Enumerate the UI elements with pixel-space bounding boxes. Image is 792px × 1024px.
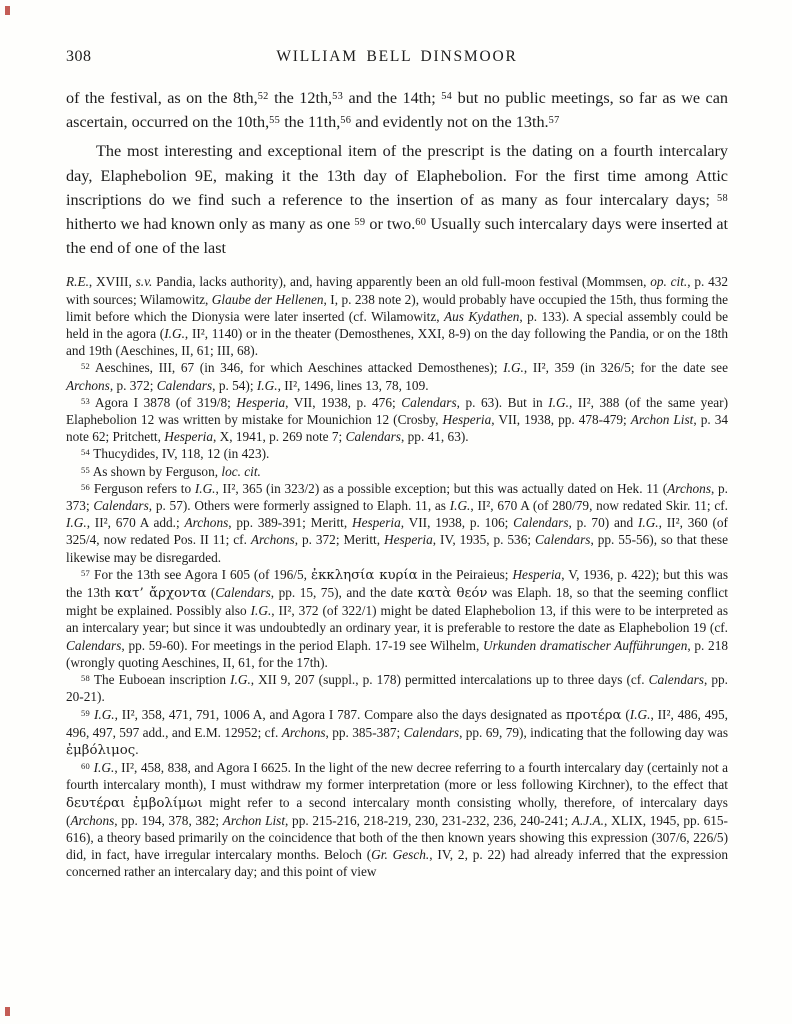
footnote-paragraph	[66, 671, 728, 705]
text-run: , X, 1941, p. 269 note 7;	[212, 429, 346, 445]
text-run: , VII, 1938, p. 476;	[285, 394, 402, 410]
text-run: but no public meetings, so far as we can ascertain, occurred on the 10th,	[66, 89, 728, 132]
text-run: , XII 9, 207 (suppl., p. 178) permitted intercalations up to three days (cf.	[250, 672, 649, 688]
text-run: , XLIX, 1945, pp. 615-616), a theory based primarily on the coincidence that both of the then known years showing this expression (307/6, 226/5) did, in fact, have irregular intercalary months. Beloch (	[66, 812, 728, 863]
italic-citation: I.G.	[629, 706, 651, 722]
italic-citation: I.G.	[256, 377, 278, 393]
italic-citation: Archons	[250, 532, 295, 548]
italic-citation: Hesperia	[236, 394, 286, 410]
italic-citation: Hesperia	[384, 532, 433, 548]
text-run: The Euboean inscription	[90, 672, 231, 688]
italic-citation: I.G.	[93, 706, 115, 722]
footnote-ref: 60	[81, 760, 91, 771]
text-run: .	[135, 741, 139, 757]
footnote-ref: 52	[257, 91, 269, 103]
text-run: , II², 372 (of 322/1) might be dated Elaphebolion 13, if this were to be interpreted as an intercalary year; but since it was undoubtedly an ordinary year, it is preferable to restore the date as Elaphebolion 19 (cf.	[66, 603, 728, 636]
text-run: , pp. 215-216, 218-219, 230, 231-232, 236, 240-241;	[285, 812, 572, 828]
text-run: , p. 54);	[212, 377, 257, 393]
text-run: of the festival, as on the 8th,	[66, 89, 258, 107]
footnote-ref: 60	[415, 217, 427, 229]
text-run: and evidently not on the 13th.	[351, 113, 549, 132]
text-run: Ferguson refers to	[90, 480, 195, 496]
text-run: , p. 63). But in	[456, 394, 549, 410]
italic-citation: Calendars	[648, 672, 704, 688]
text-run: Usually such intercalary days were inserted at the end of one of the last	[66, 215, 728, 258]
text-run: , pp. 194, 378, 382;	[114, 812, 223, 828]
italic-citation: I.G.	[164, 326, 185, 342]
text-run: , pp. 389-391; Meritt,	[228, 515, 352, 531]
text-run: , II², 358, 471, 791, 1006 A, and Agora I 787. Compare also the days designated as	[114, 706, 566, 722]
text-run: , p. 70) and	[568, 515, 638, 531]
footnote-ref: 56	[81, 481, 91, 492]
running-head: WILLIAM BELL DINSMOOR	[276, 48, 518, 65]
footnote-paragraph	[66, 759, 728, 880]
text-run: , p. 218 (wrongly quoting Aeschines, II, 61, for the 17th).	[66, 637, 728, 670]
text-run: hitherto we had known only as many as one	[66, 215, 355, 234]
text-run: , XVIII,	[88, 274, 136, 290]
text-run: Aeschines, III, 67 (in 346, for which Aeschines attacked Demosthenes);	[90, 360, 504, 376]
italic-citation: I.G.	[548, 394, 569, 410]
italic-citation: Calendars	[513, 515, 569, 531]
italic-citation: Calendars	[401, 394, 457, 410]
footnote-ref: 58	[81, 672, 91, 683]
page-header	[66, 48, 728, 68]
italic-citation: op. cit.	[650, 274, 688, 290]
text-run: , II², 1140) or in the theater (Demosthenes, XXI, 8-9) on the day following the Pandia, or on the 18th and 19th (Aeschines, II, 61; III, 68).	[66, 326, 728, 359]
italic-citation: Hesperia	[442, 412, 492, 428]
body-paragraph	[66, 86, 728, 134]
text-run: , VII, 1938, p. 106;	[400, 515, 514, 531]
footnote-paragraph	[66, 394, 728, 446]
italic-citation: I.G.	[93, 760, 115, 776]
text-run: As shown by Ferguson,	[90, 463, 222, 479]
italic-citation: Glaube der Hellenen	[211, 291, 324, 307]
italic-citation: Aus Kydathen	[444, 308, 520, 324]
italic-citation: I.G.	[503, 360, 524, 376]
footnote-ref: 59	[354, 217, 366, 229]
footnote-ref: 58	[717, 192, 728, 204]
footnote-paragraph	[66, 706, 728, 760]
italic-citation: Urkunden dramatischer Aufführungen	[482, 637, 688, 653]
text-run: Thucydides, IV, 118, 12 (in 423).	[90, 446, 270, 462]
text-run: the 12th,	[268, 89, 333, 107]
text-run: , II², 1496, lines 13, 78, 109.	[277, 377, 429, 393]
footnote-ref: 53	[332, 91, 344, 103]
text-run: The most interesting and exceptional item of the prescript is the dating on a fourth intercalary day, Elaphebolion 9E, making it the 13th day of Elaphebolion. For the first time among Attic inscriptions do we find such a reference to the insertion of as many as four intercalary days;	[66, 142, 728, 209]
text-run: , pp. 385-387;	[325, 724, 404, 740]
italic-citation: Archon List	[630, 412, 694, 428]
text-run: , p. 34 note 62; Pritchett,	[66, 412, 729, 445]
footnote-ref: 55	[81, 464, 91, 475]
footnote-ref: 54	[441, 91, 453, 103]
footnote-ref: 57	[548, 115, 560, 127]
body-paragraph	[66, 139, 728, 260]
footnote-paragraph	[66, 480, 728, 566]
text-run: , II², 670 A add.;	[86, 515, 185, 531]
italic-citation: Archons	[281, 724, 326, 740]
text-run: might refer to a second intercalary month consisting wholly, therefore, of intercalary days (	[66, 794, 728, 828]
text-run: in the Peiraieus;	[417, 566, 513, 582]
text-run: , II², 359 (in 326/5; for the date see	[523, 360, 728, 376]
footnote-ref: 54	[81, 447, 91, 458]
greek-text: δευτέραι ἐμβολίμωι	[66, 795, 203, 811]
greek-text: προτέρα	[565, 707, 622, 723]
text-run: , pp. 55-56), so that these likewise may be disregarded.	[66, 532, 728, 565]
text-run: , IV, 2, p. 22) had already inferred that the expression concerned rather an intercalary day; and this point of view	[66, 847, 728, 880]
footnote-paragraph	[66, 359, 728, 393]
italic-citation: Hesperia	[351, 515, 401, 531]
italic-citation: loc. cit.	[221, 463, 261, 479]
italic-citation: Calendars	[345, 429, 401, 445]
text-run: , II², 365 (in 323/2) as a possible exception; but this was actually dated on Hek. 11 (	[215, 480, 668, 496]
italic-citation: Hesperia	[512, 566, 562, 582]
italic-citation: I.G.	[230, 672, 251, 688]
footnote-paragraph	[66, 273, 728, 359]
footnote-paragraph	[66, 566, 728, 671]
scan-mark-bottom-left	[5, 1007, 10, 1016]
text-run: , II², 360 (of 325/4, now redated Pos. II 11; cf.	[66, 515, 728, 548]
text-run: , II², 388 (of the same year) Elaphebolion 12 was written by mistake for Mounichion 12 (Crosby,	[66, 394, 728, 428]
text-run: , p. 133). A special assembly could be held in the agora (	[66, 308, 728, 342]
footnote-ref: 55	[269, 115, 281, 127]
greek-text: κατὰ θεόν	[417, 586, 488, 602]
text-run: , V, 1936, p. 422); but this was the 13th	[66, 566, 728, 601]
text-run: , p. 57). Others were formerly assigned to Elaph. 11, as	[148, 498, 450, 514]
footnote-paragraph	[66, 463, 728, 480]
greek-text: ἐκκλησία κυρία	[310, 567, 418, 583]
text-run: , II², 486, 495, 496, 497, 597 add., and E.M. 12952; cf.	[66, 706, 728, 740]
italic-citation: I.G.	[449, 498, 471, 514]
text-run: the 11th,	[280, 113, 341, 132]
italic-citation: Archons	[667, 480, 711, 496]
text-run: , II², 670 A (of 280/79, now redated Skir. 11; cf.	[470, 498, 728, 514]
italic-citation: Archon List	[222, 812, 286, 828]
text-run: , I, p. 238 note 2), would probably have occupied the 15th, thus forming the limit before which the Dionysia were later inserted (cf. Wilamowitz,	[66, 291, 728, 324]
text-run: , II², 458, 838, and Agora I 6625. In the light of the new decree referring to a fourth intercalary day (certainly not a fourth intercalary month), I must withdraw my former interpretation (more or less following Kirchner), to the effect that	[66, 760, 728, 793]
text-run: Pandia, lacks authority), and, having apparently been an old full-moon festival (Mommsen,	[152, 274, 651, 290]
footnotes	[66, 273, 728, 880]
text-run: or two.	[365, 215, 416, 234]
text-block	[66, 48, 728, 881]
footnote-ref: 53	[81, 395, 91, 406]
italic-citation: I.G.	[66, 515, 87, 531]
italic-citation: I.G.	[250, 603, 272, 619]
italic-citation: Calendars	[66, 637, 122, 653]
italic-citation: Calendars	[403, 724, 460, 740]
text-run: and the 14th;	[343, 89, 442, 107]
italic-citation: Calendars	[156, 377, 213, 393]
italic-citation: R.E.	[66, 274, 89, 290]
text-run: , p. 432 with sources; Wilamowitz,	[66, 274, 729, 307]
text-run: , IV, 1935, p. 536;	[432, 532, 536, 548]
text-run: (	[206, 585, 216, 601]
text-run: , pp. 69, 79), indicating that the following day was	[459, 724, 728, 740]
text-run: , p. 372;	[109, 377, 157, 393]
italic-citation: s.v.	[135, 274, 153, 290]
text-run: For the 13th see Agora I 605 (of 196/5,	[90, 566, 311, 582]
italic-citation: I.G.	[637, 515, 659, 531]
italic-citation: Archons	[66, 377, 110, 393]
scan-mark-top-left	[5, 6, 10, 15]
text-run: , p. 373;	[66, 480, 729, 514]
italic-citation: Calendars	[535, 532, 591, 548]
footnote-ref: 59	[81, 707, 91, 718]
text-run: was Elaph. 18, so that the seeming conflict might be explained. Possibly also	[66, 585, 728, 619]
text-run: , VII, 1938, pp. 478-479;	[491, 412, 631, 428]
italic-citation: A.J.A.	[571, 812, 604, 828]
text-run: , p. 372; Meritt,	[294, 532, 384, 548]
italic-citation: Archons	[184, 515, 229, 531]
greek-text: κατ’ ἄρχοντα	[114, 586, 207, 602]
italic-citation: Archons	[70, 812, 115, 828]
greek-text: ἐμβόλιμος	[66, 742, 136, 758]
text-run: , pp. 20-21).	[66, 672, 728, 705]
page-number: 308	[66, 48, 92, 65]
italic-citation: Calendars	[215, 585, 271, 601]
footnote-ref: 57	[81, 567, 91, 578]
footnote-ref: 56	[340, 115, 352, 127]
body-text	[66, 86, 728, 260]
text-run: , pp. 15, 75), and the date	[270, 585, 418, 601]
italic-citation: Hesperia	[164, 429, 213, 445]
italic-citation: I.G.	[194, 480, 216, 496]
text-run: Agora I 3878 (of 319/8;	[90, 394, 237, 410]
text-run: , pp. 41, 63).	[401, 429, 469, 445]
text-run: , pp. 59-60). For meetings in the period Elaph. 17-19 see Wilhelm,	[121, 637, 483, 653]
text-run: (	[621, 706, 630, 722]
italic-citation: Gr. Gesch.	[371, 847, 430, 863]
footnote-ref: 52	[81, 361, 91, 372]
footnote-paragraph	[66, 445, 728, 462]
italic-citation: Calendars	[93, 498, 149, 514]
